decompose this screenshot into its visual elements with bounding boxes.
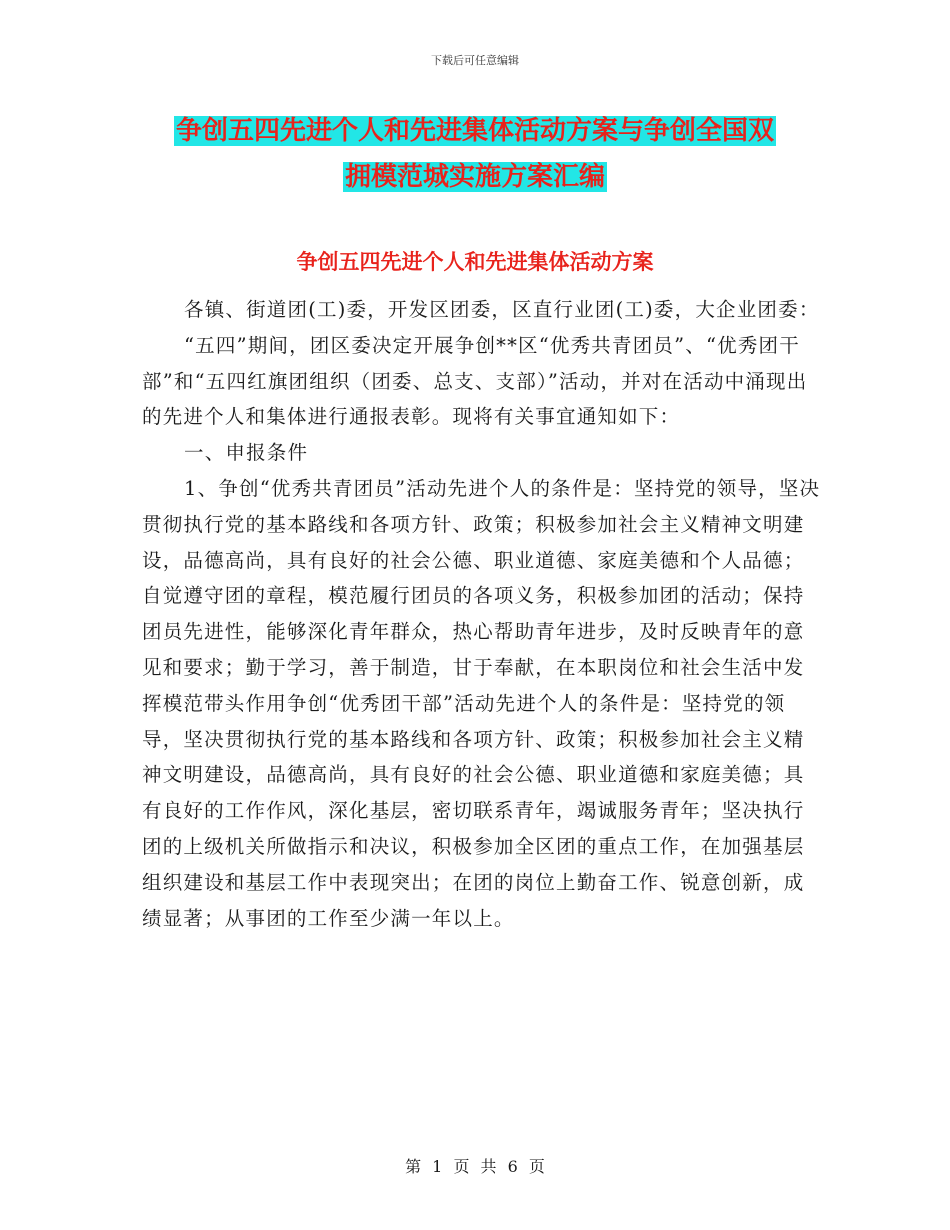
paragraph-intro: “五四”期间，团区委决定开展争创**区“优秀共青团员”、“优秀团干部”和“五四红旗团组织（团委、总支、支部）”活动，并对在活动中涌现出的先进个人和集体进行通报表彰。现将有关事宜通知如下： (142, 333, 808, 429)
paragraph-heading-conditions: 一、申报条件 (184, 441, 309, 465)
document-title (140, 108, 810, 200)
title-line-2: 拥模范城实施方案汇编 (344, 162, 605, 192)
page-footer: 第 1 页 共 6 页 (405, 1157, 545, 1176)
header-note: 下载后可任意编辑 (431, 54, 519, 67)
title-line-1: 争创五四先进个人和先进集体活动方案与争创全国双 (175, 116, 774, 146)
document-body (142, 292, 822, 936)
section-title: 争创五四先进个人和先进集体活动方案 (296, 250, 654, 274)
paragraph-addressee: 各镇、街道团(工)委，开发区团委，区直行业团(工)委，大企业团委： (184, 298, 820, 321)
paragraph-conditions: 1、争创“优秀共青团员”活动先进个人的条件是：坚持党的领导，坚决贯彻执行党的基本路线和各项方针、政策；积极参加社会主义精神文明建设，品德高尚，具有良好的社会公德、职业道德、家庭美德和个人品德；自觉遵守团的章程，模范履行团员的各项义务，积极参加团的活动；保持团员先进性，能够深化青年群众，热心帮助青年进步，及时反映青年的意见和要求；勤于学习，善于制造，甘于奉献，在本职岗位和社会生活中发挥模范带头作用争创“优秀团干部”活动先进个人的条件是：坚持党的领导，坚决贯彻执行党的基本路线和各项方针、政策；积极参加社会主义精神文明建设，品德高尚，具有良好的社会公德、职业道德和家庭美德；具有良好的工作作风，深化基层，密切联系青年，竭诚服务青年；坚决执行团的上级机关所做指示和决议，积极参加全区团的重点工作，在加强基层组织建设和基层工作中表现突出；在团的岗位上勤奋工作、锐意创新，成绩显著；从事团的工作至少满一年以上。 (142, 476, 821, 930)
